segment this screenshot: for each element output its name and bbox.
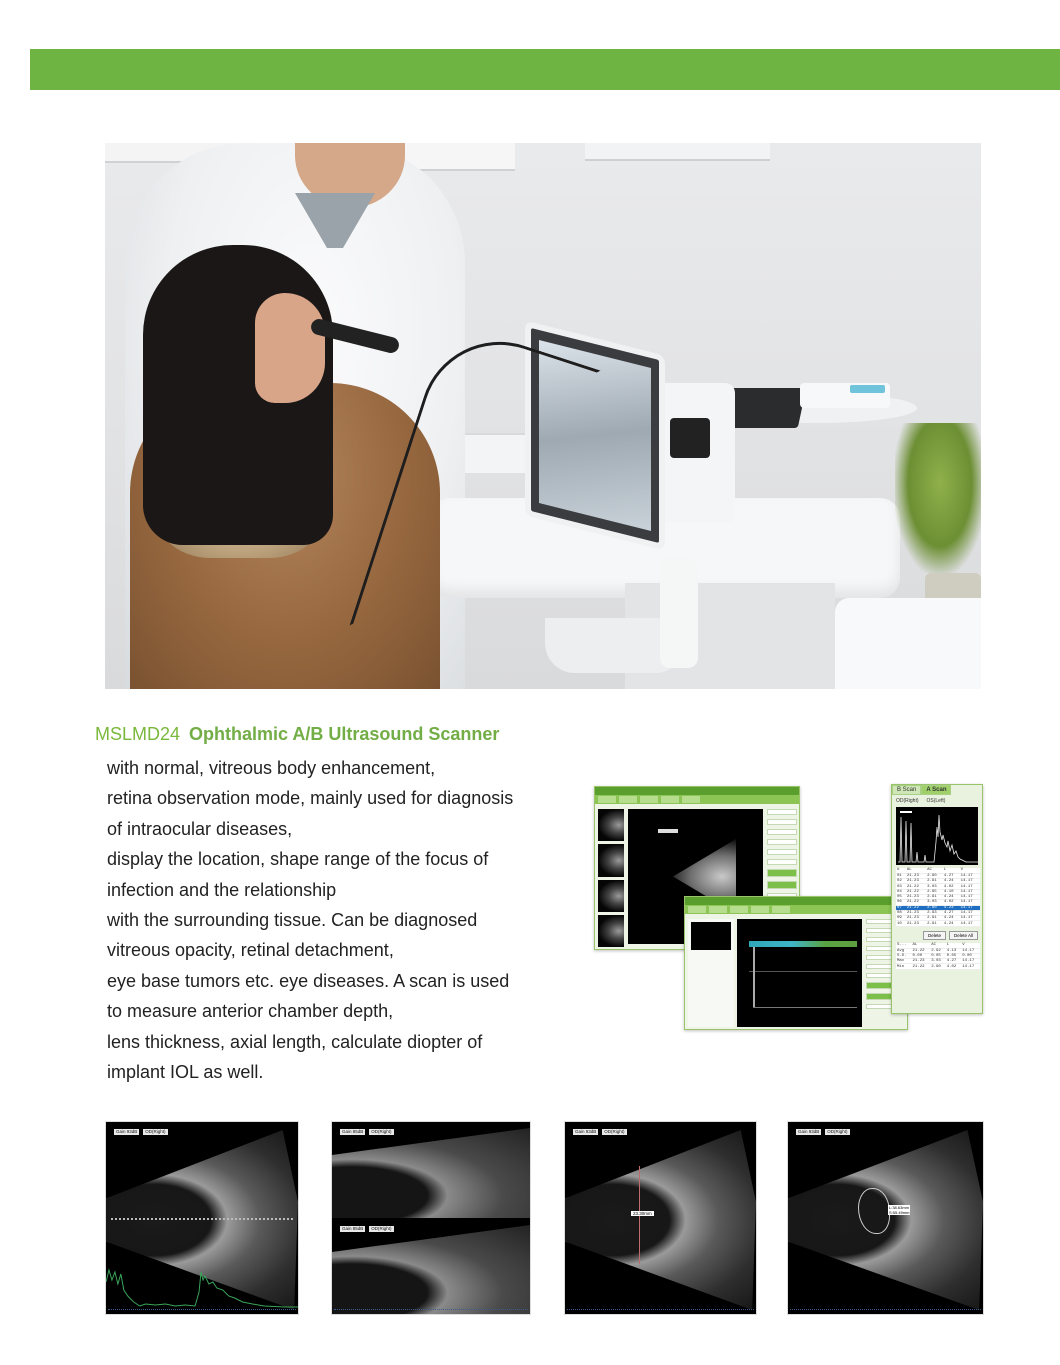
measurement-label: 23.30mm: [633, 1211, 652, 1216]
gain-label: Gain 93dB: [798, 1129, 820, 1134]
model-number: MSLMD24: [95, 724, 181, 744]
sink: [835, 598, 981, 689]
eye-label: OD(Right): [145, 1129, 166, 1134]
ascan-software-screenshot: [684, 896, 908, 1030]
description-line: lens thickness, axial length, calculate diopter of: [107, 1031, 483, 1052]
ultrasound-image-4: [787, 1121, 984, 1315]
measurement-list: [688, 919, 734, 1027]
description-line: display the location, shape range of the focus of: [107, 849, 489, 870]
keyboard: [723, 388, 807, 428]
radio-od-right[interactable]: OD(Right): [896, 798, 919, 804]
ultrasound-image-3: [564, 1121, 757, 1315]
gain-label: Gain 85dB: [342, 1129, 364, 1134]
summary-table: S... AL AC L V Avg 21.22 2.92 4.13 14.17 S.D. 0.00 0.05 0.05 0.00 Max 21.23 3.03 4.27 14.17 Min 21.22 2.90 4.02 14.17: [896, 943, 980, 970]
table-actions: [896, 931, 978, 940]
eye-label: OD(Right): [604, 1129, 625, 1134]
summary-row: S.D. 0.00 0.05 0.05 0.00: [896, 953, 980, 958]
ascan-waveform: [896, 807, 978, 865]
window-titlebar: [685, 897, 907, 905]
ultrasound-image-1: [105, 1121, 299, 1315]
scan-line: [111, 1218, 293, 1220]
measurement-table: # AL AC L V 01 21.23 2.90 4.27 14.17 02 21.23 2.91 4.24 14.17 03 21.22 3.03 4.02 14.17 04 21.22 2.95 4.10 14.17 05 21.23 2.91 4.24 14.17 06 21.22 3.03 4.02 14.17 07 21.22 2.90 4.23 14.17 08 21.23 2.93 4.27 14.17 09 21.23 2.91 4.24 14.17 10 21.23 2.91 4.24 14.17: [896, 868, 980, 927]
eye-selector: [892, 795, 982, 807]
table-row[interactable]: 03 21.22 3.03 4.02 14.17: [896, 884, 980, 889]
table-row[interactable]: 09 21.23 2.91 4.24 14.17: [896, 916, 980, 921]
hero-photo: [105, 143, 981, 689]
wall-frame: [585, 143, 770, 161]
roi-measurements: L:38.63mm S:55.49mm: [889, 1205, 910, 1215]
toolbar-tabs: [685, 905, 907, 914]
description-line: with normal, vitreous body enhancement,: [107, 758, 436, 778]
eye-label: OD(Right): [371, 1129, 392, 1134]
wall-frame: [405, 143, 515, 171]
summary-row: Min 21.22 2.90 4.02 14.17: [896, 964, 980, 969]
ascan-band: [749, 941, 857, 947]
scan-labels: [340, 1129, 394, 1135]
patient-face: [255, 293, 325, 403]
delete-all-button[interactable]: Delete All: [949, 931, 978, 940]
toolbar-tabs: [595, 795, 799, 804]
gain-label: Gain 93dB: [116, 1129, 138, 1134]
description-line: eye base tumors etc. eye diseases. A scan is used: [107, 970, 510, 991]
bscan-fan: [565, 1130, 756, 1310]
summary-row: Max 21.23 3.03 4.27 14.17: [896, 959, 980, 964]
depth-ruler: [790, 1309, 981, 1311]
product-description: [107, 753, 577, 1087]
ascan-view: [737, 919, 862, 1027]
description-line: infection and the relationship: [107, 879, 337, 900]
bscan-top: [332, 1122, 530, 1218]
description-line: implant IOL as well.: [107, 1062, 264, 1083]
table-row[interactable]: 02 21.23 2.91 4.24 14.17: [896, 879, 980, 884]
description-line: vitreous opacity, retinal detachment,: [107, 940, 394, 961]
scan-labels: [573, 1129, 627, 1135]
router-accent: [850, 385, 885, 393]
description-line: retina observation mode, mainly used for diagnosis: [107, 788, 514, 809]
scan-labels: [796, 1129, 850, 1135]
ultrasound-image-2: [331, 1121, 531, 1315]
thumbnail-strip: [598, 809, 624, 947]
table-row-selected[interactable]: 07 21.22 2.90 4.23 14.17: [896, 905, 980, 910]
ascan-overlay-waveform: [106, 1262, 298, 1310]
table-row[interactable]: 04 21.22 2.95 4.10 14.17: [896, 889, 980, 894]
scan-tabs: [892, 785, 982, 795]
table-row[interactable]: 01 21.23 2.90 4.27 14.17: [896, 873, 980, 878]
window-titlebar: [595, 787, 799, 795]
bscan-bottom: [332, 1219, 530, 1315]
depth-ruler: [334, 1309, 528, 1311]
tab-b-scan[interactable]: B Scan: [892, 785, 921, 795]
scan-labels: [114, 1129, 168, 1135]
table-row[interactable]: 05 21.23 2.91 4.24 14.17: [896, 894, 980, 899]
depth-ruler: [108, 1309, 296, 1311]
summary-row: Avg 21.22 2.92 4.13 14.17: [896, 948, 980, 953]
radio-os-left[interactable]: OS(Left): [926, 798, 946, 804]
description-line: to measure anterior chamber depth,: [107, 1001, 394, 1022]
product-title: Ophthalmic A/B Ultrasound Scanner: [189, 724, 500, 744]
table-row[interactable]: 10 21.23 2.91 4.24 14.17: [896, 921, 980, 926]
description-line: of intraocular diseases,: [107, 818, 293, 839]
table-row[interactable]: 06 21.22 3.03 4.02 14.17: [896, 900, 980, 905]
description-line: with the surrounding tissue. Can be diagnosed: [107, 910, 478, 931]
eye-label: OD(Right): [827, 1129, 848, 1134]
gain-label: Gain 93dB: [575, 1129, 597, 1134]
eye-label: OD(Right): [371, 1226, 392, 1231]
delete-button[interactable]: Delete: [923, 931, 946, 940]
tab-a-scan[interactable]: A Scan: [921, 785, 951, 795]
console-panel: [670, 418, 710, 458]
table-row[interactable]: 08 21.23 2.93 4.27 14.17: [896, 910, 980, 915]
scan-labels: [340, 1226, 394, 1232]
gain-label: Gain 85dB: [342, 1226, 364, 1231]
depth-ruler: [567, 1309, 754, 1311]
gel-bottle: [660, 558, 698, 668]
ascan-trace: [753, 947, 755, 1007]
plant: [895, 423, 981, 573]
header-banner: [30, 49, 1060, 90]
product-heading: [95, 724, 499, 745]
ascan-results-panel: [891, 784, 983, 1014]
